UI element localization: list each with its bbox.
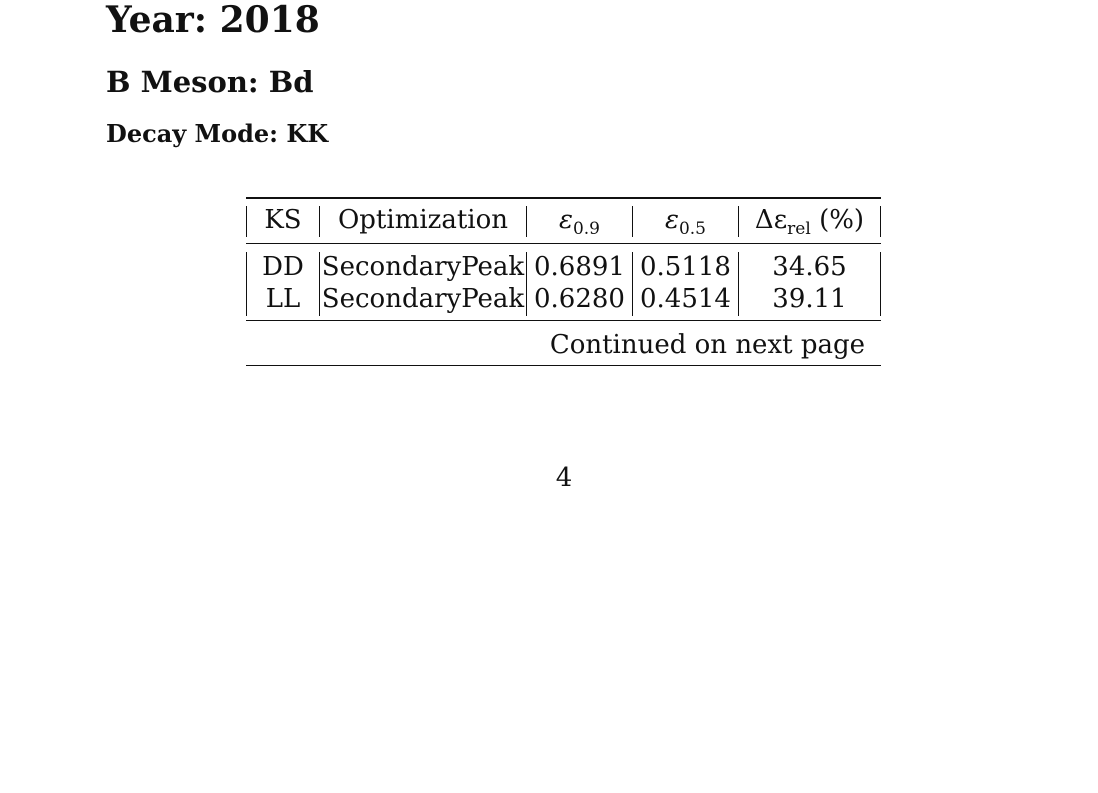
table-header-rule: [246, 243, 881, 244]
header-epsilon-0-9-subscript: 0.9: [572, 219, 600, 239]
table-top-rule: [246, 197, 881, 199]
header-delta-epsilon-symbol: Δε: [754, 205, 788, 235]
header-optimization: Optimization: [337, 205, 509, 235]
header-epsilon-0-5: [633, 207, 738, 238]
decay-mode-heading: Decay Mode: KK: [106, 119, 329, 148]
year-heading: Year: 2018: [106, 0, 320, 41]
row-2-epsilon-0-9: 0.6280: [534, 284, 625, 314]
row-2-epsilon-0-5: 0.4514: [640, 284, 731, 314]
header-delta-epsilon-subscript: rel: [787, 219, 811, 239]
row-1-optimization: SecondaryPeak: [321, 252, 525, 282]
table-bottom-rule: [246, 320, 881, 321]
header-epsilon-0-5-subscript: 0.5: [678, 219, 706, 239]
body-vline-right: [880, 252, 881, 316]
header-delta-unit: (%): [819, 205, 865, 235]
meson-heading: B Meson: Bd: [106, 65, 314, 99]
row-1-epsilon-0-5: 0.5118: [640, 252, 731, 282]
row-2-optimization: SecondaryPeak: [321, 284, 525, 314]
header-epsilon-0-9: [527, 207, 632, 238]
page-number: 4: [555, 463, 573, 493]
header-epsilon-0-9-symbol: ε: [559, 205, 573, 235]
table-continuation-rule: [246, 365, 881, 366]
header-vline-right: [880, 206, 881, 237]
row-1-delta-epsilon-rel: 34.65: [772, 252, 847, 282]
row-1-ks: DD: [262, 252, 304, 282]
header-delta-epsilon-rel: [739, 207, 880, 238]
row-2-ks: LL: [265, 284, 301, 314]
continued-note: Continued on next page: [549, 330, 865, 360]
header-epsilon-0-5-symbol: ε: [665, 205, 679, 235]
row-2-delta-epsilon-rel: 39.11: [772, 284, 847, 314]
header-ks: KS: [264, 205, 302, 235]
row-1-epsilon-0-9: 0.6891: [534, 252, 625, 282]
